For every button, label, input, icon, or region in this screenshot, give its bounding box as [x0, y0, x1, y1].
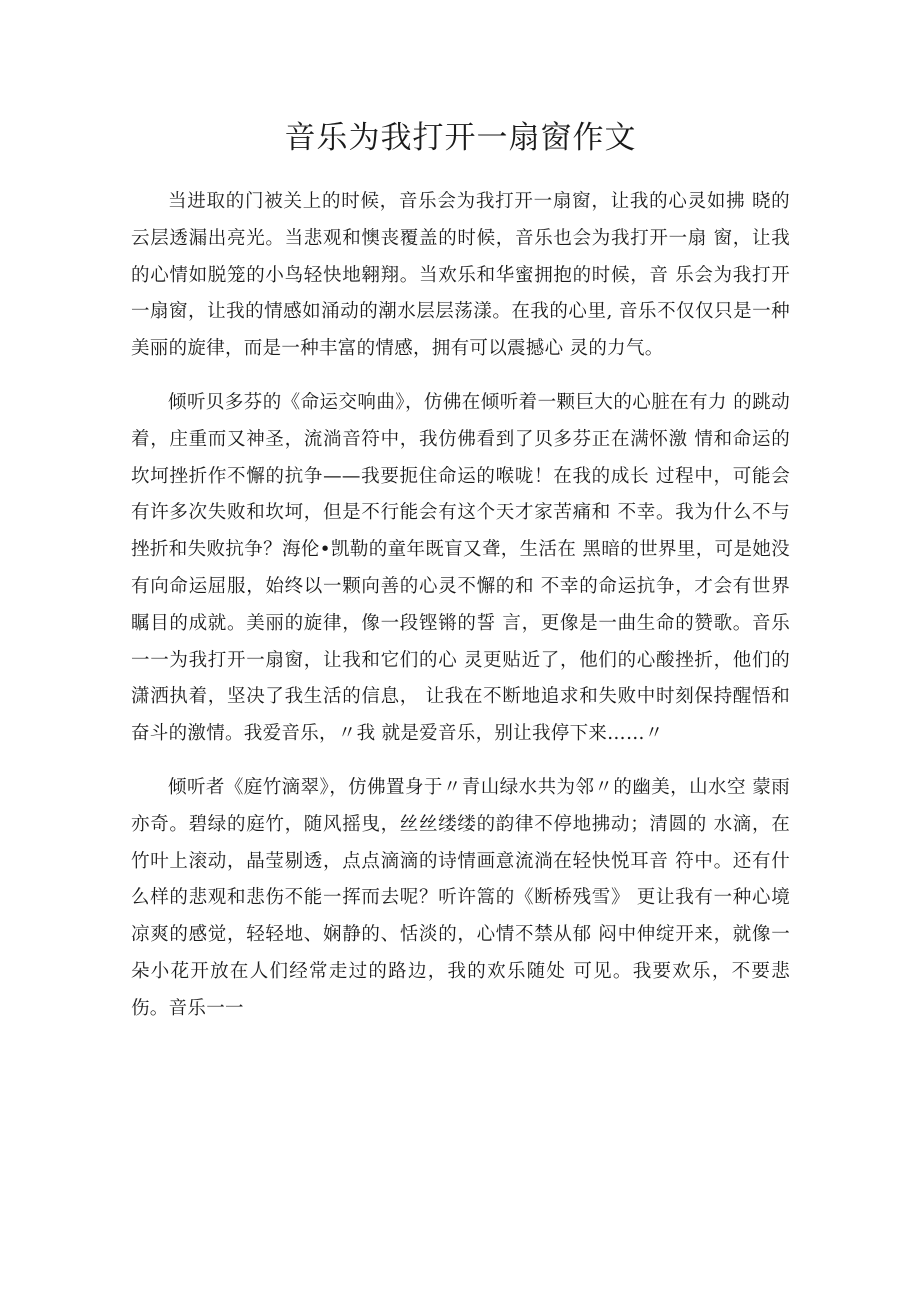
document-title: 音乐为我打开一扇窗作文 — [284, 120, 637, 156]
paragraph-3: 倾听者《庭竹滴翠》，仿佛置身于〃青山绿水共为邻〃的幽美，山水空 蒙雨亦奇。碧绿的庭竹，随风摇曳，丝丝缕缕的韵律不停地拂动；清圆的 水滴，在竹叶上滚动，晶莹剔透，点点滴滴的诗情画意流淌在轻快悦耳音 符中。还有什么样的悲观和悲伤不能一挥而去呢？听许篙的《断桥残雪》 更让我有一种心境凉爽的感觉，轻轻地、娴静的、恬淡的，心情不禁从郁 闷中伸绽开来，就像一朵小花开放在人们经常走过的路边，我的欢乐随处 可见。我要欢乐，不要悲伤。音乐一一 — [131, 776, 790, 1019]
document-body — [131, 184, 790, 1028]
paragraph-1: 当进取的门被关上的时候，音乐会为我打开一扇窗，让我的心灵如拂 晓的云层透漏出亮光。当悲观和懊丧覆盖的时候，音乐也会为我打开一扇 窗，让我的心情如脱笼的小鸟轻快地翱翔。当欢乐和华蜜拥抱的时候，音 乐会为我打开一扇窗，让我的情感如涌动的潮水层层荡漾。在我的心里, 音乐不仅仅只是一种美丽的旋律，而是一种丰富的情感，拥有可以震撼心 灵的力气。 — [131, 191, 790, 360]
paragraph-2: 倾听贝多芬的《命运交响曲》，仿佛在倾听着一颗巨大的心脏在有力 的跳动着，庄重而又神圣，流淌音符中，我仿佛看到了贝多芬正在满怀激 情和命运的坎坷挫折作不懈的抗争——我要扼住命运的喉咙！在我的成长 过程中，可能会有许多次失败和坎坷，但是不行能会有这个天才家苦痛和 不幸。我为什么不与挫折和失败抗争？海伦•凯勒的童年既盲又聋，生活在 黑暗的世界里，可是她没有向命运屈服，始终以一颗向善的心灵不懈的和 不幸的命运抗争，才会有世界瞩目的成就。美丽的旋律，像一段铿锵的誓 言，更像是一曲生命的赞歌。音乐一一为我打开一扇窗，让我和它们的心 灵更贴近了，他们的心酸挫折，他们的潇洒执着，坚决了我生活的信息， 让我在不断地追求和失败中时刻保持醒悟和奋斗的激情。我爱音乐，〃我 就是爱音乐，别让我停下来……〃 — [131, 391, 790, 745]
